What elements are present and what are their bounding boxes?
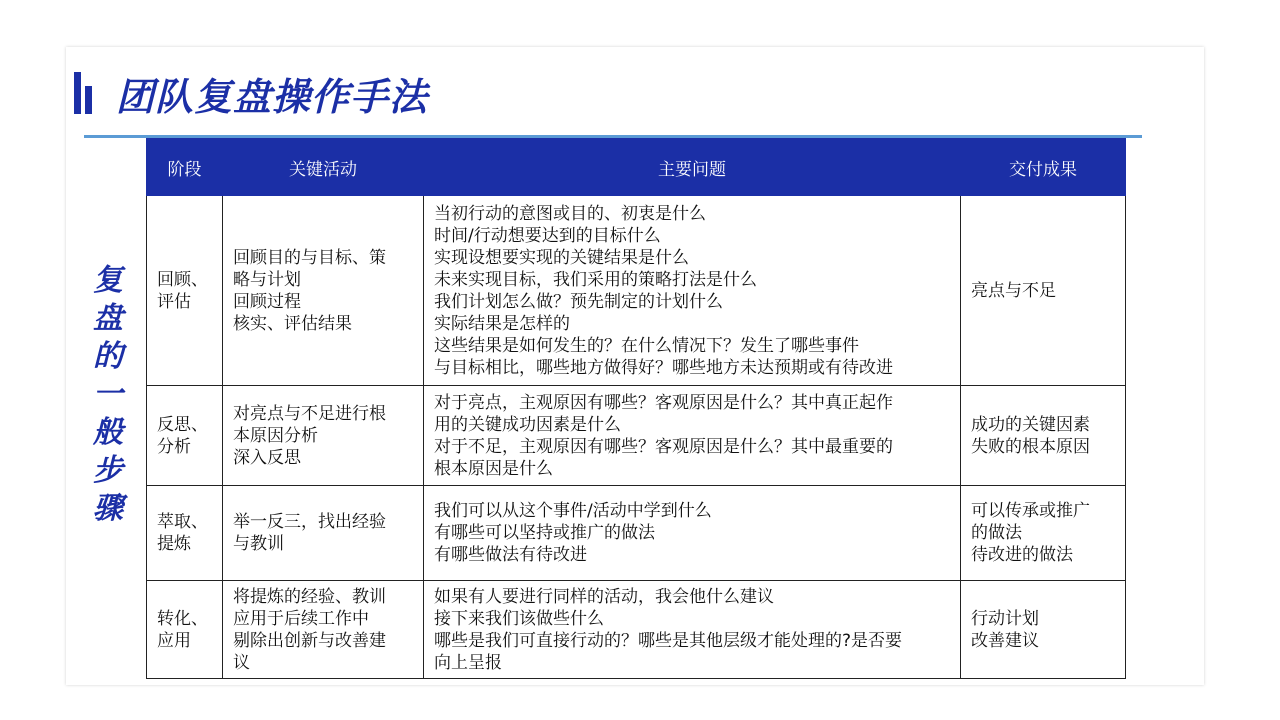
question-text: 未来实现目标，我们采用的策略打法是什么 — [434, 269, 757, 290]
activities-cell — [223, 486, 424, 581]
question-text: 用的关键成功因素是什么 — [434, 414, 621, 435]
question-text: 对于不足，主观原因有哪些？客观原因是什么？其中最重要的 — [434, 436, 893, 457]
table-row — [147, 581, 1126, 679]
deliverable-text: 失败的根本原因 — [971, 436, 1090, 457]
activity-text: 将提炼的经验、教训 — [233, 586, 386, 607]
deliverable-text: 成功的关键因素 — [971, 414, 1090, 435]
stage-text: 回顾、 — [157, 269, 208, 290]
side-label — [88, 262, 128, 528]
activities-cell — [223, 386, 424, 486]
question-text: 对于亮点，主观原因有哪些？客观原因是什么？其中真正起作 — [434, 392, 893, 413]
activity-text: 剔除出创新与改善建 — [233, 630, 386, 651]
title-accent-bar-short — [85, 86, 92, 114]
deliverable-text: 亮点与不足 — [971, 280, 1056, 301]
question-text: 实际结果是怎样的 — [434, 313, 570, 334]
side-label-char: 盘 — [93, 301, 123, 336]
deliverable-text: 可以传承或推广 — [971, 501, 1090, 521]
question-text: 我们可以从这个事件/活动中学到什么 — [434, 501, 712, 521]
activity-text: 核实、评估结果 — [233, 313, 352, 334]
side-label-char: 一 — [93, 377, 123, 412]
questions-cell — [424, 196, 961, 386]
title-accent-bar — [74, 72, 81, 114]
side-label-char: 般 — [93, 415, 123, 450]
column-header-activities: 关键活动 — [223, 139, 424, 196]
column-header-deliverables: 交付成果 — [961, 139, 1126, 196]
questions-cell — [424, 581, 961, 679]
activity-text: 议 — [233, 652, 250, 673]
activity-text: 深入反思 — [233, 447, 301, 468]
question-text: 当初行动的意图或目的、初衷是什么 — [434, 203, 706, 224]
question-text: 向上呈报 — [434, 652, 502, 673]
side-label-char: 复 — [93, 263, 123, 298]
review-steps-table — [146, 138, 1126, 679]
activity-text: 举一反三，找出经验 — [233, 512, 386, 532]
column-header-stage: 阶段 — [147, 139, 223, 196]
stage-text: 分析 — [157, 436, 191, 457]
stage-text: 应用 — [157, 630, 191, 651]
deliverable-text: 改善建议 — [971, 630, 1039, 651]
questions-cell — [424, 486, 961, 581]
question-text: 我们计划怎么做？预先制定的计划什么 — [434, 291, 723, 312]
questions-cell — [424, 386, 961, 486]
stage-cell — [147, 581, 223, 679]
deliverables-cell — [961, 486, 1126, 581]
deliverable-text: 待改进的做法 — [971, 545, 1073, 565]
stage-cell — [147, 486, 223, 581]
activity-text: 对亮点与不足进行根 — [233, 403, 386, 424]
side-label-char: 步 — [93, 453, 123, 488]
stage-text: 评估 — [157, 291, 191, 312]
question-text: 这些结果是如何发生的？在什么情况下？发生了哪些事件 — [434, 335, 859, 356]
stage-text: 萃取、 — [157, 512, 208, 532]
deliverables-cell — [961, 581, 1126, 679]
activity-text: 回顾目的与目标、策 — [233, 247, 386, 268]
activity-text: 本原因分析 — [233, 425, 318, 446]
question-text: 如果有人要进行同样的活动，我会他什么建议 — [434, 586, 774, 607]
activity-text: 与教训 — [233, 534, 284, 554]
table-header-row — [147, 139, 1126, 196]
page-title: 团队复盘操作手法 — [116, 75, 429, 119]
stage-cell — [147, 196, 223, 386]
side-label-char: 骤 — [93, 491, 123, 526]
activity-text: 应用于后续工作中 — [233, 608, 369, 629]
question-text: 与目标相比，哪些地方做得好？哪些地方未达预期或有待改进 — [434, 357, 893, 378]
question-text: 时间/行动想要达到的目标什么 — [434, 225, 661, 246]
stage-cell — [147, 386, 223, 486]
question-text: 有哪些可以坚持或推广的做法 — [434, 523, 655, 543]
activity-text: 回顾过程 — [233, 291, 301, 312]
question-text: 根本原因是什么 — [434, 458, 553, 479]
deliverables-cell — [961, 386, 1126, 486]
deliverable-text: 的做法 — [971, 523, 1022, 543]
question-text: 实现设想要实现的关键结果是什么 — [434, 247, 689, 268]
table-row — [147, 386, 1126, 486]
question-text: 接下来我们该做些什么 — [434, 608, 604, 629]
column-header-questions: 主要问题 — [424, 139, 961, 196]
table-row — [147, 196, 1126, 386]
side-label-char: 的 — [93, 339, 123, 374]
deliverable-text: 行动计划 — [971, 608, 1039, 629]
activities-cell — [223, 581, 424, 679]
activities-cell — [223, 196, 424, 386]
stage-text: 反思、 — [157, 414, 208, 435]
table-row — [147, 486, 1126, 581]
question-text: 哪些是我们可直接行动的？哪些是其他层级才能处理的?是否要 — [434, 630, 903, 651]
deliverables-cell — [961, 196, 1126, 386]
stage-text: 转化、 — [157, 608, 208, 629]
question-text: 有哪些做法有待改进 — [434, 545, 587, 565]
stage-text: 提炼 — [157, 534, 191, 554]
activity-text: 略与计划 — [233, 269, 301, 290]
